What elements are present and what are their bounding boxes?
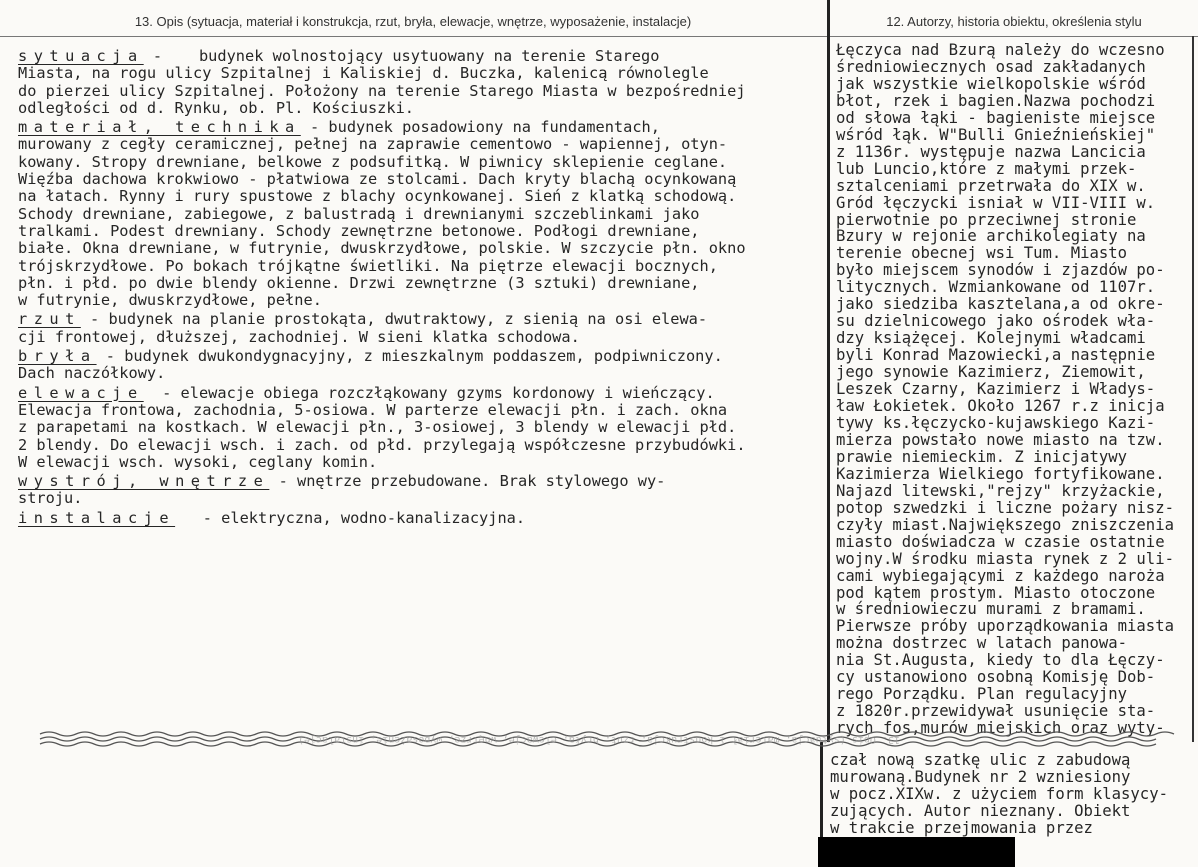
section-keyword: rzut — [18, 311, 81, 329]
right-column-header: 12. Autorzy, historia obiektu, określenia stylu — [886, 14, 1142, 29]
section-text: - wnętrze przebudowane. Brak stylowego wy- stroju. — [18, 473, 666, 508]
left-column-header: 13. Opis (sytuacja, materiał i konstrukcja, rzut, bryła, elewacje, wnętrze, wyposażenie, instalacje) — [134, 14, 692, 29]
section-keyword: materiał, technika — [18, 119, 301, 137]
header-divider — [0, 36, 1198, 37]
redaction-box — [818, 837, 1015, 867]
section-instalacje — [18, 510, 820, 527]
mirrored-header-bleed: 13. Opis (sytuacja, materiał i konstrukcja, rzut, bryła, elewacje, wnętrze, wyposażenie, instalacje) — [297, 734, 900, 745]
section-text: - budynek wolnostojący usytuowany na terenie Starego Miasta, na rogu ulicy Szpitalnej i Kaliskiej d. Buczka, kalenicą równolegle do pierzei ulicy Szpitalnej. Położony na terenie Starego Miasta w bezpośredniej odległości od d. Rynku, ob. Pl. Kościuszki. — [18, 48, 746, 117]
section-bryla — [18, 348, 820, 383]
section-elewacje — [18, 385, 820, 471]
section-sytuacja — [18, 48, 820, 117]
section-text: - elektryczna, wodno-kanalizacyjna. — [175, 509, 526, 527]
section-rzut — [18, 311, 820, 346]
section-keyword: bryła — [18, 348, 97, 366]
history-text: Łęczyca nad Bzurą należy do wczesno średniowiecznych osad zakładanych jak wszystkie wielkopolskie wśród błot, rzek i bagien.Nazwa pochodzi od słowa łąki - bagieniste miejsce wśród łąk. W"Bulli Gnieźnieńskiej" z 1136r. występuje nazwa Lancicia lub Luncio,które z małymi przek- sztalceniami przetrwała do XIX w. Gród łęczycki isniał w VII-VIII w. pierwotnie po przeciwnej stronie Bzury w rejonie archikolegiaty na terenie obecnej wsi Tum. Miasto było miejscem synodów i zjazdów po- litycznych. Wzmiankowane od 1107r. jako siedziba kasztelana,a od okre- su dzielnicowego jako ośrodek wła- dzy książęcej. Kolejnymi władcami byli Konrad Mazowiecki,a następnie jego synowie Kazimierz, Ziemowit, Leszek Czarny, Kazimierz i Władys- ław Łokietek. Około 1267 r.z inicja tywy ks.łęczycko-kujawskiego Kazi- mierza powstało nowe miasto na tzw. prawie niemieckim. Z inicjatywy Kazimierza Wielkiego fortyfikowane. Najazd litewski,"rejzy" krzyżackie, potop szwedzki i liczne pożary nisz- czyły miast.Największego zniszczenia miasto doświadcza w czasie ostatnie wojny.W środku miasta rynek z 2 uli- cami wybiegającymi z każdego naroża pod kątem prostym. Miasto otoczone w średniowieczu murami z bramami. Pierwsze próby uporządkowania miasta można dostrzec w latach panowa- nia St.Augusta, kiedy to dla Łęczy- cy ustanowiono osobną Komisję Dob- rego Porządku. Plan regulacyjny z 1820r.przewidywał usunięcie sta- rych fos,murów miejskich oraz wyty- — [836, 42, 1174, 738]
section-material — [18, 119, 820, 309]
column-divider — [827, 0, 830, 742]
section-text: - budynek dwukondygnacyjny, z mieszkalnym poddaszem, podpiwniczony. Dach naczółkowy. — [18, 348, 723, 383]
section-keyword: sytuacja — [18, 48, 144, 65]
section-keyword: instalacje — [18, 509, 176, 527]
section-text: - budynek posadowiony na fundamentach, murowany z cegły ceramicznej, pełnej na zaprawie cementowo - wapiennej, otyn- kowany. Stropy drewniane, belkowe z podsufitką. W piwnicy sklepienie ceglane. Więźba dachowa krokwiowo - płatwiowa ze stolcami. Dach kryty blachą ocynkowaną na łatach. Rynny i rury spustowe z blachy ocynkowanej. Sień z klatką schodową. Schody drewniane, zabiegowe, z balustradą i drewnianymi szczeblinkami jako tralkami. Podest drewniany. Schody zewnętrzne betonowe. Podłogi drewniane, białe. Okna drewniane, w futrynie, dwuskrzydłowe, polskie. W szczycie płn. okno trójskrzydłowe. Po bokach trójkątne świetliki. Na piętrze elewacji bocznych, płn. i płd. po dwie blendy okienne. Drzwi zewnętrzne (3 sztuki) drewniane, w futrynie, dwuskrzydłowe, pełne. — [18, 119, 746, 310]
right-border — [1192, 36, 1194, 742]
section-keyword: wystrój, wnętrze — [18, 473, 270, 491]
section-text: - budynek na planie prostokąta, dwutraktowy, z sienią na osi elewa- cji frontowej, dłuższej, zachodniej. W sieni klatka schodowa. — [18, 311, 708, 346]
section-keyword: elewacje — [18, 384, 144, 402]
section-text: - elewacje obiega rozczłąkowany gzyms kordonowy i wieńczący. Elewacja frontowa, zachodnia, 5-osiowa. W parterze elewacji płn. i zach. okna z parapetami na kostkach. W elewacji płn., 3-osiowej, 3 blendy w elewacji płd. 2 blendy. Do elewacji wsch. i zach. od płd. przylegają współczesne przybudówki. W elewacji wsch. wysoki, ceglany komin. — [18, 384, 746, 471]
history-text-continued: czał nową szatkę ulic z zabudową murowaną.Budynek nr 2 wzniesiony w pocz.XIXw. z użyciem form klasycy- zujących. Autor nieznany. Obiekt w trakcie przejmowania przez — [830, 751, 1168, 837]
section-wystroj — [18, 473, 820, 508]
description-column — [18, 48, 820, 527]
